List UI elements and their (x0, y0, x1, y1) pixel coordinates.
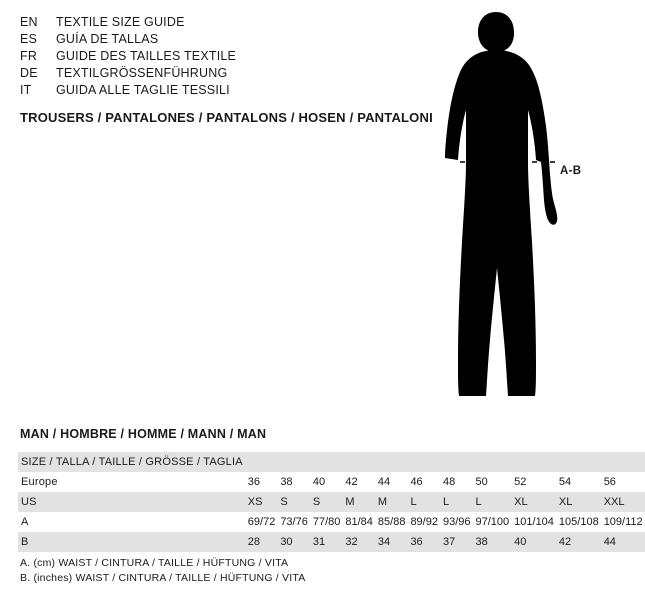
size-cell (473, 452, 512, 472)
a-cell: 73/76 (280, 516, 308, 528)
europe-cell: 38 (280, 476, 293, 488)
a-cell: 97/100 (475, 516, 510, 528)
europe-cell: 42 (345, 476, 358, 488)
row-label-size: SIZE / TALLA / TAILLE / GRÖSSE / TAGLIA (18, 452, 245, 472)
europe-cell: 36 (247, 476, 261, 488)
language-row-en (20, 14, 360, 31)
us-cell: XXL (601, 492, 645, 512)
us-cell: S (310, 492, 343, 512)
europe-cell: 52 (514, 476, 527, 488)
us-cell: S (277, 492, 310, 512)
product-title: TROUSERS / PANTALONES / PANTALONS / HOSEN / PANTALONI (20, 110, 433, 125)
b-cell: 40 (511, 532, 556, 552)
figure-container (400, 10, 600, 410)
measurement-label-ab: A-B (560, 165, 582, 177)
language-code-fr: FR (20, 49, 38, 63)
table-row-a (18, 512, 645, 532)
footnotes (20, 556, 305, 586)
row-label-a: A (21, 516, 29, 528)
europe-cell: 48 (442, 476, 456, 488)
language-code-es: ES (20, 32, 38, 46)
europe-cell: 56 (603, 476, 616, 488)
b-cell: 32 (342, 532, 375, 552)
a-cell: 77/80 (312, 516, 341, 528)
europe-cell: 44 (377, 476, 391, 488)
size-cell (440, 452, 473, 472)
language-text-it: GUIDA ALLE TAGLIE TESSILI (56, 83, 230, 97)
language-list (20, 14, 360, 99)
language-code-it: IT (20, 83, 32, 97)
language-row-es (20, 31, 360, 48)
us-cell: XL (511, 492, 556, 512)
size-cell (245, 452, 278, 472)
language-text-es: GUÍA DE TALLAS (56, 32, 159, 46)
us-cell: L (407, 492, 440, 512)
europe-cell: 40 (312, 476, 326, 488)
europe-cell: 54 (558, 476, 572, 488)
a-cell: 109/112 (603, 516, 643, 528)
b-cell: 34 (375, 532, 408, 552)
b-cell: 31 (310, 532, 343, 552)
size-cell (375, 452, 408, 472)
size-cell (277, 452, 310, 472)
language-row-fr (20, 48, 360, 65)
size-cell (556, 452, 601, 472)
a-cell: 81/84 (345, 516, 373, 528)
size-cell (310, 452, 343, 472)
a-cell: 89/92 (410, 516, 438, 528)
table-title: MAN / HOMBRE / HOMME / MANN / MAN (20, 427, 267, 441)
b-cell: 30 (277, 532, 310, 552)
b-cell: 28 (245, 532, 278, 552)
language-text-en: TEXTILE SIZE GUIDE (56, 15, 185, 29)
row-label-us: US (18, 492, 245, 512)
us-cell: L (440, 492, 473, 512)
us-cell: XS (245, 492, 278, 512)
footnote-b: B. (inches) WAIST / CINTURA / TAILLE / HÜFTUNG / VITA (20, 572, 306, 584)
us-cell: M (375, 492, 408, 512)
europe-cell: 50 (475, 476, 488, 488)
b-cell: 44 (601, 532, 645, 552)
table-row-b (18, 532, 645, 552)
europe-cell: 46 (410, 476, 423, 488)
language-code-en: EN (20, 15, 38, 29)
a-cell: 69/72 (247, 516, 276, 528)
language-text-de: TEXTILGRÖSSENFÜHRUNG (56, 66, 228, 80)
b-cell: 38 (473, 532, 512, 552)
size-cell (601, 452, 645, 472)
b-cell: 42 (556, 532, 601, 552)
us-cell: XL (556, 492, 601, 512)
footnote-a: A. (cm) WAIST / CINTURA / TAILLE / HÜFTUNG / VITA (20, 557, 289, 569)
language-code-de: DE (20, 66, 38, 80)
table-row-europe (18, 472, 645, 492)
size-cell (342, 452, 375, 472)
a-cell: 101/104 (514, 516, 554, 528)
us-cell: L (473, 492, 512, 512)
a-cell: 105/108 (558, 516, 599, 528)
size-cell (407, 452, 440, 472)
male-trousers-silhouette-icon (400, 10, 600, 410)
b-cell: 36 (407, 532, 440, 552)
row-label-europe: Europe (21, 476, 58, 488)
row-label-b: B (18, 532, 245, 552)
size-cell (511, 452, 556, 472)
a-cell: 85/88 (377, 516, 406, 528)
table-row-size (18, 452, 645, 472)
a-cell: 93/96 (442, 516, 471, 528)
table-row-us (18, 492, 645, 512)
b-cell: 37 (440, 532, 473, 552)
size-table (18, 452, 645, 552)
us-cell: M (342, 492, 375, 512)
language-row-it (20, 82, 360, 99)
language-row-de (20, 65, 360, 82)
language-text-fr: GUIDE DES TAILLES TEXTILE (56, 49, 237, 63)
